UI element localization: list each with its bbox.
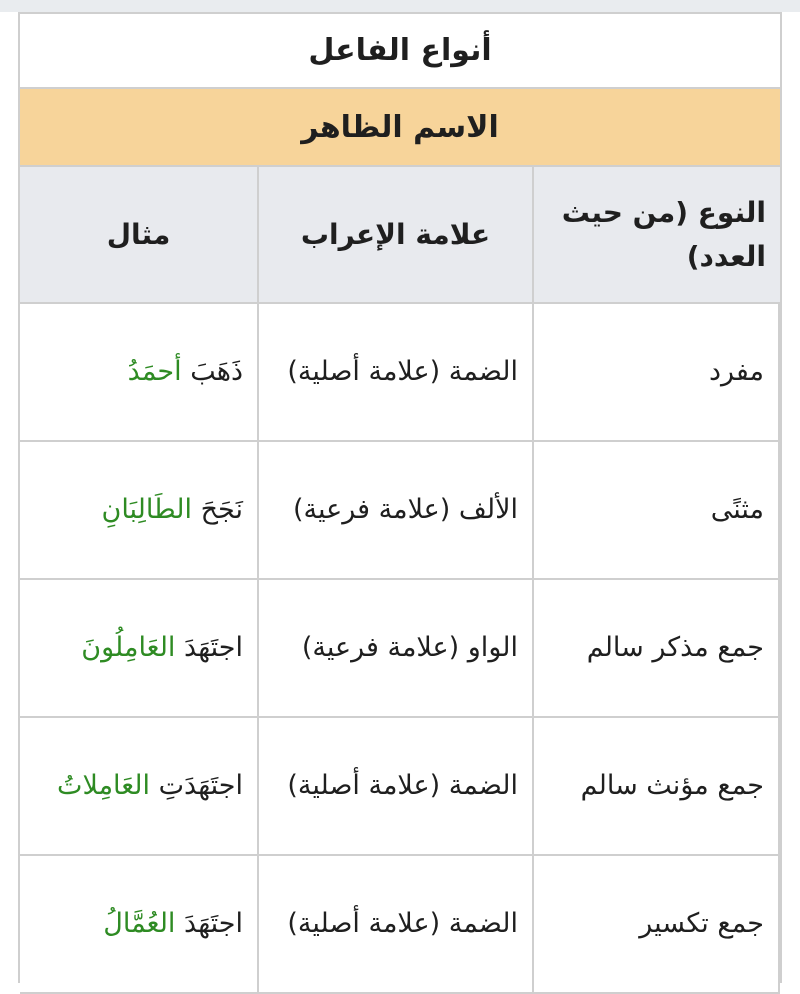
example-subject: العُمَّالُ xyxy=(103,908,176,940)
section-heading: الاسم الظاهر xyxy=(20,89,780,167)
header-example: مثال xyxy=(20,167,259,304)
top-strip xyxy=(0,0,800,12)
table-body xyxy=(20,167,780,994)
row-marker: الألف (علامة فرعية) xyxy=(259,442,534,580)
example-subject: العَامِلُونَ xyxy=(81,632,176,664)
row-type: جمع تكسير xyxy=(534,856,780,994)
table xyxy=(18,12,782,983)
row-type: جمع مؤنث سالم xyxy=(534,718,780,856)
header-marker: علامة الإعراب xyxy=(259,167,534,304)
row-type: مفرد xyxy=(534,304,780,442)
row-type: جمع مذكر سالم xyxy=(534,580,780,718)
example-verb: ذَهَبَ xyxy=(190,356,243,388)
row-example xyxy=(20,304,259,442)
example-subject: العَامِلاتُ xyxy=(57,770,151,802)
table-title: أنواع الفاعل xyxy=(20,12,780,89)
row-type: مثنًى xyxy=(534,442,780,580)
row-example xyxy=(20,442,259,580)
example-subject: الطَالِبَانِ xyxy=(101,494,193,526)
row-marker: الضمة (علامة أصلية) xyxy=(259,856,534,994)
example-verb: اجتَهَدَتِ xyxy=(158,770,243,802)
example-verb: اجتَهَدَ xyxy=(184,632,243,664)
example-verb: نَجَحَ xyxy=(200,494,243,526)
row-example xyxy=(20,580,259,718)
row-example xyxy=(20,856,259,994)
example-subject: أحمَدُ xyxy=(127,356,182,388)
row-example xyxy=(20,718,259,856)
row-marker: الضمة (علامة أصلية) xyxy=(259,718,534,856)
header-type: النوع (من حيث العدد) xyxy=(534,167,780,304)
row-marker: الضمة (علامة أصلية) xyxy=(259,304,534,442)
example-verb: اجتَهَدَ xyxy=(184,908,243,940)
row-marker: الواو (علامة فرعية) xyxy=(259,580,534,718)
